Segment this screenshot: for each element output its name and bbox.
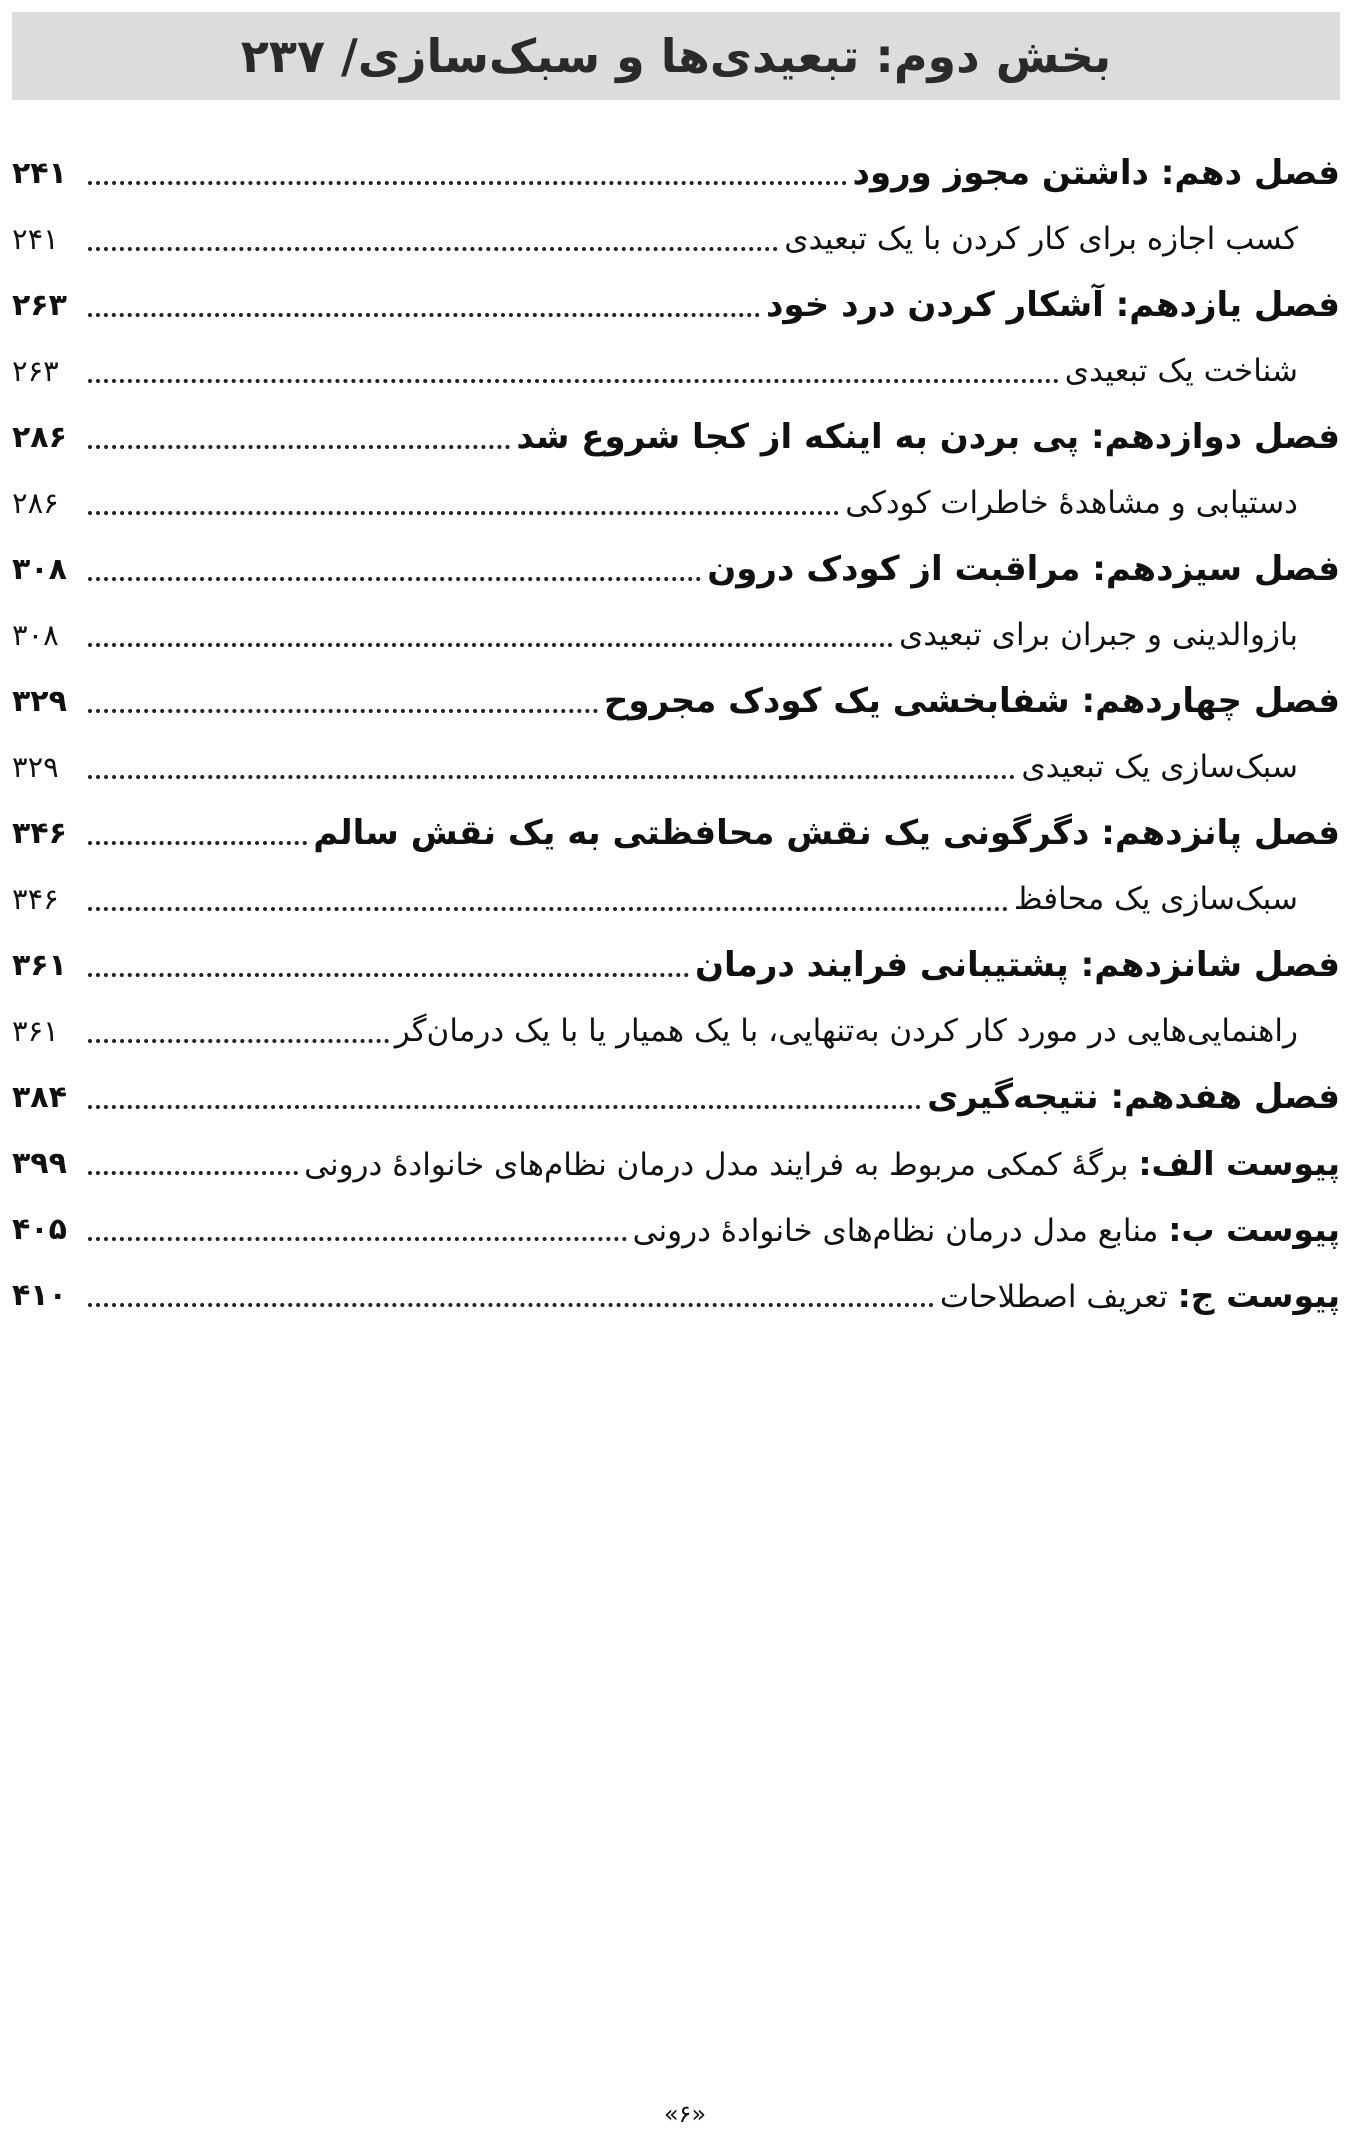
appendix-label: پیوست ب: [1168, 1209, 1340, 1249]
dot-leader [88, 445, 510, 449]
toc-page-number: ۴۰۵ [12, 1211, 67, 1247]
toc-page-number: ۳۹۹ [12, 1145, 67, 1181]
toc-page-number: ۲۴۱ [12, 222, 59, 256]
toc-section[interactable] [12, 602, 1340, 668]
toc-chapter-title: فصل پانزدهم: دگرگونی یک نقش محافظتی به یک نقش سالم [313, 813, 1340, 853]
toc-appendix-title [633, 1210, 1340, 1249]
toc-chapter-11[interactable] [12, 272, 1340, 338]
appendix-text: منابع مدل درمان نظام‌های خانوادهٔ درونی [632, 1212, 1159, 1249]
toc-appendix-a[interactable] [12, 1130, 1340, 1196]
page-number-footer: «۶» [663, 2100, 707, 2128]
toc-chapter-title: فصل هفدهم: نتیجه‌گیری [927, 1077, 1340, 1117]
toc-section-title: شناخت یک تبعیدی [1064, 353, 1298, 389]
dot-leader [88, 775, 1015, 779]
toc-page-number: ۳۶۱ [12, 947, 67, 983]
toc-page-number: ۳۲۹ [12, 750, 59, 784]
toc-section[interactable] [12, 734, 1340, 800]
dot-leader [88, 379, 1059, 383]
toc-chapter-16[interactable] [12, 932, 1340, 998]
toc-section[interactable] [12, 866, 1340, 932]
toc-page-number: ۲۴۱ [12, 155, 67, 191]
toc-chapter-14[interactable] [12, 668, 1340, 734]
dot-leader [88, 1039, 389, 1043]
toc-section[interactable] [12, 338, 1340, 404]
dot-leader [88, 709, 598, 713]
toc-chapter-10[interactable] [12, 140, 1340, 206]
toc-section-title: کسب اجازه برای کار کردن با یک تبعیدی [784, 221, 1298, 257]
toc-page-number: ۴۱۰ [12, 1277, 67, 1313]
toc-section[interactable] [12, 206, 1340, 272]
toc-page-number: ۲۶۳ [12, 354, 59, 388]
dot-leader [88, 907, 1008, 911]
toc-section-title: دستیابی و مشاهدهٔ خاطرات کودکی [845, 485, 1298, 521]
toc-chapter-13[interactable] [12, 536, 1340, 602]
appendix-label: پیوست ج: [1177, 1275, 1340, 1315]
toc-section-title: سبک‌سازی یک محافظ [1013, 881, 1298, 917]
dot-leader [88, 577, 701, 581]
toc-page-number: ۳۲۹ [12, 683, 67, 719]
toc-page-number: ۳۶۱ [12, 1014, 59, 1048]
toc-chapter-15[interactable] [12, 800, 1340, 866]
toc-chapter-title: فصل یازدهم: آشکار کردن درد خود [765, 285, 1340, 325]
toc-appendix-title [304, 1144, 1340, 1183]
toc-page-number: ۲۸۶ [12, 486, 59, 520]
toc-appendix-b[interactable] [12, 1196, 1340, 1262]
appendix-label: پیوست الف: [1138, 1143, 1340, 1183]
toc-chapter-title: فصل شانزدهم: پشتیبانی فرایند درمان [694, 945, 1340, 985]
toc-page-number: ۲۸۶ [12, 419, 67, 455]
part-header [12, 12, 1340, 100]
dot-leader [88, 643, 893, 647]
dot-leader [88, 973, 689, 977]
toc-chapter-title: فصل چهاردهم: شفابخشی یک کودک مجروح [603, 681, 1340, 721]
toc-page-number: ۳۸۴ [12, 1079, 67, 1115]
dot-leader [88, 1105, 921, 1109]
toc-chapter-title: فصل دوازدهم: پی بردن به اینکه از کجا شروع شد [516, 417, 1340, 457]
dot-leader [88, 247, 778, 251]
appendix-text: برگهٔ کمکی مربوط به فرایند مدل درمان نظام‌های خانوادهٔ درونی [304, 1146, 1129, 1183]
toc-page-number: ۲۶۳ [12, 287, 67, 323]
toc-chapter-title: فصل دهم: داشتن مجوز ورود [852, 153, 1340, 193]
part-title: بخش دوم: تبعیدی‌ها و سبک‌سازی/ ۲۳۷ [240, 29, 1112, 83]
dot-leader [88, 1171, 298, 1175]
dot-leader [88, 313, 760, 317]
dot-leader [88, 841, 307, 845]
toc-page-number: ۳۴۶ [12, 815, 67, 851]
dot-leader [88, 1303, 934, 1307]
toc-chapter-12[interactable] [12, 404, 1340, 470]
toc-page-number: ۳۰۸ [12, 551, 67, 587]
toc-section-title: بازوالدینی و جبران برای تبعیدی [899, 617, 1298, 653]
toc-section-title: راهنمایی‌هایی در مورد کار کردن به‌تنهایی، با یک همیار یا با یک درمان‌گر [394, 1013, 1298, 1049]
toc-section-title: سبک‌سازی یک تبعیدی [1021, 749, 1298, 785]
toc-appendix-c[interactable] [12, 1262, 1340, 1328]
toc-appendix-title [940, 1276, 1340, 1315]
toc-section[interactable] [12, 470, 1340, 536]
toc-page-number: ۳۴۶ [12, 882, 59, 916]
dot-leader [88, 1237, 627, 1241]
toc-chapter-17[interactable] [12, 1064, 1340, 1130]
dot-leader [88, 181, 847, 185]
table-of-contents [12, 140, 1340, 1328]
appendix-text: تعریف اصطلاحات [939, 1278, 1168, 1315]
toc-section[interactable] [12, 998, 1340, 1064]
toc-page-number: ۳۰۸ [12, 618, 59, 652]
toc-chapter-title: فصل سیزدهم: مراقبت از کودک درون [707, 549, 1340, 589]
dot-leader [88, 511, 839, 515]
